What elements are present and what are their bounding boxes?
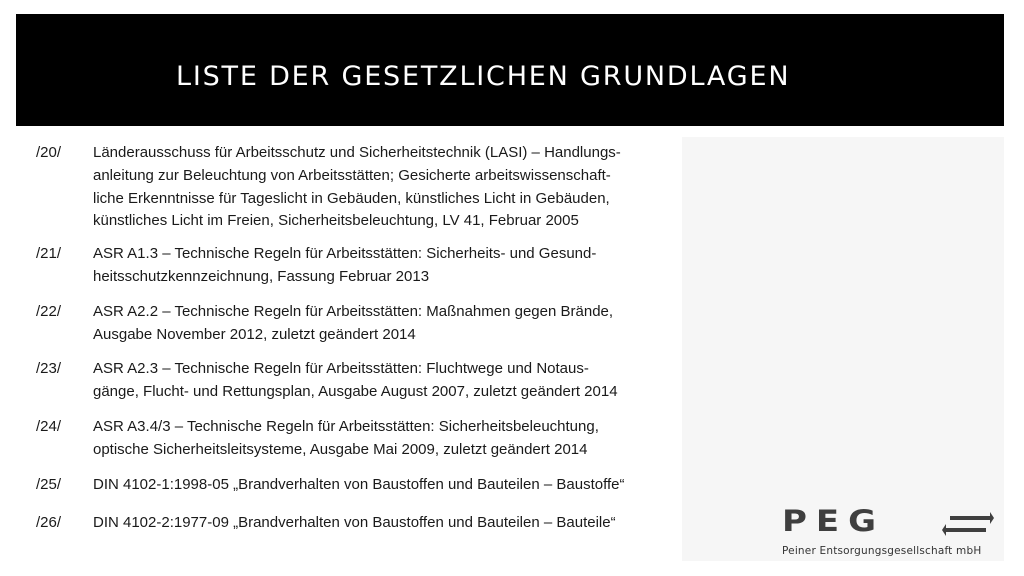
title-bar (16, 14, 1004, 126)
reference-line: anleitung zur Beleuchtung von Arbeitsstätten; Gesicherte arbeitswissenschaft- (93, 166, 611, 184)
reference-line: ASR A2.2 – Technische Regeln für Arbeitsstätten: Maßnahmen gegen Brände, (93, 303, 614, 320)
document-margin (682, 137, 1004, 561)
reference-line: DIN 4102-2:1977-09 „Brandverhalten von Baustoffen und Bauteilen – Bauteile“ (93, 514, 616, 531)
reference-number: /20/ (36, 144, 62, 161)
reference-number: /24/ (36, 418, 62, 435)
reference-text (93, 416, 663, 462)
logo-letters: PEG (782, 504, 886, 539)
reference-line: Länderausschuss für Arbeitsschutz und Sicherheitstechnik (LASI) – Handlungs- (93, 144, 621, 161)
reference-number: /21/ (36, 245, 62, 262)
logo-company-name: Peiner Entsorgungsgesellschaft mbH (782, 545, 982, 557)
reference-line: ASR A1.3 – Technische Regeln für Arbeitsstätten: Sicherheits- und Gesund- (93, 245, 597, 262)
reference-text (93, 512, 663, 535)
reference-line: DIN 4102-1:1998-05 „Brandverhalten von Baustoffen und Bauteilen – Baustoffe“ (93, 476, 625, 493)
reference-line: heitsschutzkennzeichnung, Fassung Februar 2013 (93, 267, 430, 285)
page-title: LISTE DER GESETZLICHEN GRUNDLAGEN (176, 61, 791, 92)
reference-line: Ausgabe November 2012, zuletzt geändert 2014 (93, 325, 416, 343)
reference-text (93, 243, 663, 289)
reference-line: ASR A3.4/3 – Technische Regeln für Arbeitsstätten: Sicherheitsbeleuchtung, (93, 418, 599, 435)
document-excerpt (16, 137, 1004, 561)
reference-line: künstliches Licht im Freien, Sicherheitsbeleuchtung, LV 41, Februar 2005 (93, 212, 579, 230)
double-arrow-icon (942, 511, 994, 537)
reference-text (93, 142, 663, 233)
reference-number: /26/ (36, 514, 62, 531)
reference-line: liche Erkenntnisse für Tageslicht in Gebäuden, künstliches Licht in Gebäuden, (93, 189, 610, 207)
reference-line: gänge, Flucht- und Rettungsplan, Ausgabe August 2007, zuletzt geändert 2014 (93, 382, 618, 400)
reference-number: /22/ (36, 303, 62, 320)
reference-line: optische Sicherheitsleitsysteme, Ausgabe Mai 2009, zuletzt geändert 2014 (93, 440, 588, 458)
reference-text (93, 358, 663, 404)
company-logo (782, 504, 1002, 563)
reference-text (93, 301, 663, 347)
reference-number: /25/ (36, 476, 62, 493)
reference-text (93, 474, 663, 497)
reference-number: /23/ (36, 360, 62, 377)
reference-line: ASR A2.3 – Technische Regeln für Arbeitsstätten: Fluchtwege und Notaus- (93, 360, 589, 377)
